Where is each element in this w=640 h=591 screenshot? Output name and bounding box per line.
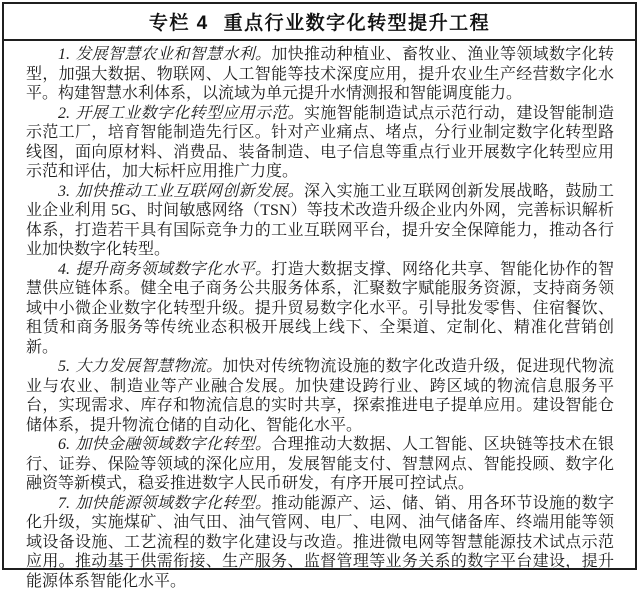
paragraph-4 bbox=[26, 260, 614, 358]
paragraph-text: 实施智能制造试点示范行动，建设智能制造示范工厂，培育智能制造先行区。针对产业痛点、堵点，分行业制定数字化转型路线图，面向原材料、消费品、装备制造、电子信息等重点行业开展数字化转型应用示范和评估，加大标杆应用推广力度。 bbox=[26, 105, 614, 181]
paragraph-7 bbox=[26, 494, 614, 591]
paragraph-lead: 提升商务领域数字化水平。 bbox=[75, 261, 271, 278]
paragraph-1 bbox=[26, 45, 614, 104]
paragraph-number: 5. bbox=[58, 358, 70, 375]
paragraph-text: 加快推动种植业、畜牧业、渔业等领域数字化转型，加强大数据、物联网、人工智能等技术深度应用，提升农业生产经营数字化水平。构建智慧水利体系，以流域为单元提升水情测报和智能调度能力。 bbox=[26, 46, 614, 102]
paragraph-lead: 加快金融领域数字化转型。 bbox=[75, 436, 271, 453]
paragraph-5 bbox=[26, 357, 614, 435]
paragraph-text: 深入实施工业互联网创新发展战略，鼓励工业企业利用 5G、时间敏感网络（TSN）等技术改造升级企业内外网，完善标识解析体系，打造若干具有国际竞争力的工业互联网平台，提升安全保障能力，推动各行业加快数字化转型。 bbox=[26, 183, 614, 259]
paragraph-lead: 开展工业数字化转型应用示范。 bbox=[75, 105, 304, 122]
paragraph-text: 推动能源产、运、储、销、用各环节设施的数字化升级，实施煤矿、油气田、油气管网、电厂、电网、油气储备库、终端用能等领域设备设施、工艺流程的数字化建设与改造。推进微电网等智慧能源技术试点示范应用。推动基于供需衔接、生产服务、监督管理等业务关系的数字平台建设，提升能源体系智能化水平。 bbox=[26, 495, 614, 590]
paragraph-lead: 加快能源领域数字化转型。 bbox=[75, 495, 271, 512]
paragraph-lead: 加快推动工业互联网创新发展。 bbox=[75, 183, 304, 200]
box-title-text: 重点行业数字化转型提升工程 bbox=[224, 8, 491, 35]
paragraph-2 bbox=[26, 104, 614, 182]
box-title-row bbox=[4, 4, 635, 41]
box-title-label: 专栏 4 bbox=[149, 8, 209, 35]
paragraph-6 bbox=[26, 435, 614, 494]
box-body bbox=[4, 41, 635, 591]
paragraph-text: 打造大数据支撑、网络化共享、智能化协作的智慧供应链体系。健全电子商务公共服务体系，汇聚数字赋能服务资源，支持商务领域中小微企业数字化转型升级。提升贸易数字化水平。引导批发零售、住宿餐饮、租赁和商务服务等传统业态积极开展线上线下、全渠道、定制化、精准化营销创新。 bbox=[26, 261, 614, 356]
paragraph-text: 加快对传统物流设施的数字化改造升级，促进现代物流业与农业、制造业等产业融合发展。加快建设跨行业、跨区域的物流信息服务平台，实现需求、库存和物流信息的实时共享，探索推进电子提单应用。建设智能仓储体系，提升物流仓储的自动化、智能化水平。 bbox=[26, 358, 614, 434]
paragraph-number: 1. bbox=[58, 46, 70, 63]
paragraph-number: 7. bbox=[58, 495, 70, 512]
paragraph-lead: 发展智慧农业和智慧水利。 bbox=[75, 46, 271, 63]
paragraph-lead: 大力发展智慧物流。 bbox=[75, 358, 222, 375]
paragraph-number: 3. bbox=[58, 183, 70, 200]
column-box bbox=[2, 2, 637, 570]
paragraph-number: 2. bbox=[58, 105, 70, 122]
paragraph-number: 6. bbox=[58, 436, 70, 453]
paragraph-number: 4. bbox=[58, 261, 70, 278]
paragraph-text: 合理推动大数据、人工智能、区块链等技术在银行、证券、保险等领域的深化应用，发展智能支付、智慧网点、智能投顾、数字化融资等新模式，稳妥推进数字人民币研发，有序开展可控试点。 bbox=[26, 436, 614, 492]
paragraph-3 bbox=[26, 182, 614, 260]
